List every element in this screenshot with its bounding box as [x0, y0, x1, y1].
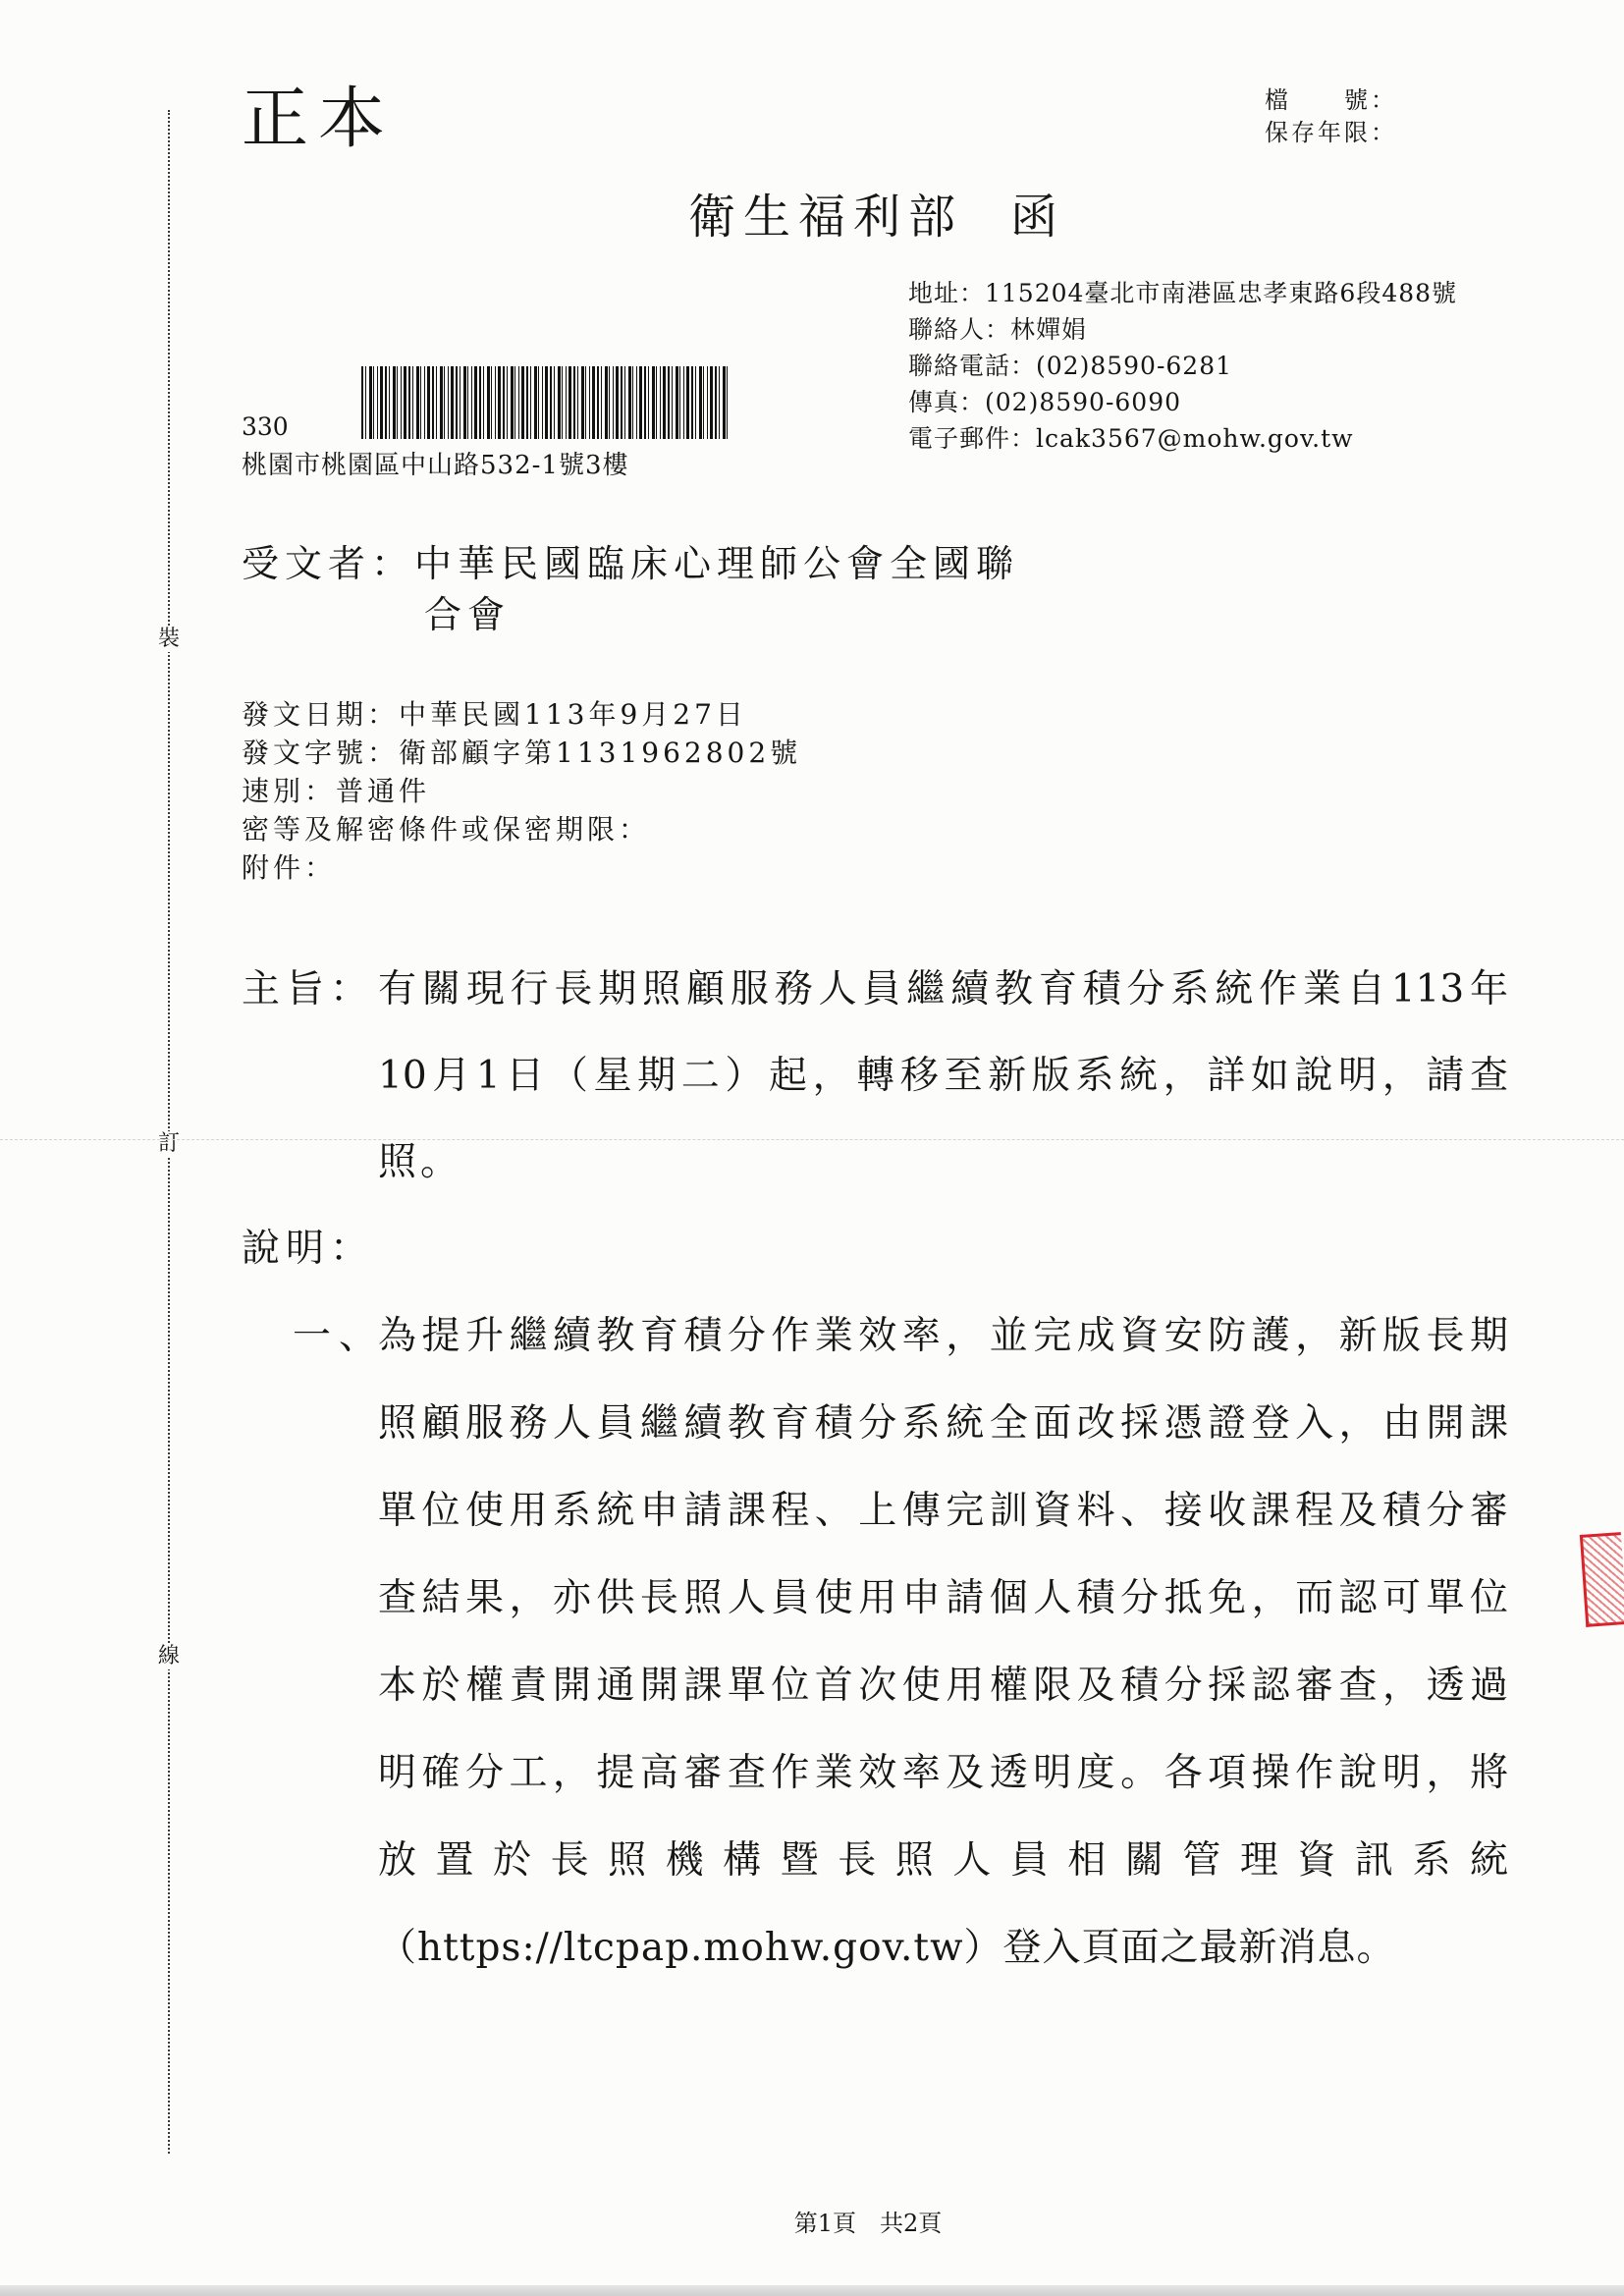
explanation-line: 查結果，亦供長照人員使用申請個人積分抵免，而認可單位: [378, 1576, 1508, 1620]
secrecy-level: 密等及解密條件或保密期限：: [242, 813, 651, 846]
page-number: 第1頁 共2頁: [793, 2210, 943, 2237]
scan-edge-strip: [0, 2285, 1624, 2296]
document-number: 發文字號：衛部顧字第1131962802號: [242, 737, 802, 769]
explanation-line: 照顧服務人員繼續教育積分系統全面改採憑證登入，由開課: [378, 1401, 1508, 1446]
explanation-label: 說明：: [242, 1227, 375, 1271]
recipient-postal-code: 330: [242, 412, 289, 441]
attachment-label: 附件：: [242, 851, 337, 884]
subject-section: [242, 947, 1508, 1212]
explanation-line: 本於權責開通開課單位首次使用權限及積分採認審查，透過: [378, 1664, 1508, 1708]
issue-date: 發文日期：中華民國113年9月27日: [242, 698, 747, 731]
explanation-item-1: [242, 1292, 1508, 1999]
sender-contact-person: 聯絡人：林嬋娟: [908, 315, 1088, 344]
recipient-name-line2: 合會: [424, 593, 512, 636]
mail-barcode: [361, 366, 728, 439]
subject-label: 主旨：: [242, 967, 375, 1011]
binding-label-xian: 線: [157, 1644, 180, 1668]
sender-email: 電子郵件：lcak3567@mohw.gov.tw: [908, 424, 1354, 453]
explanation-item-text: [378, 1292, 1508, 1992]
sender-phone: 聯絡電話：(02)8590-6281: [908, 352, 1233, 380]
original-copy-mark: 正本: [242, 81, 396, 158]
sender-contact-block: [908, 275, 1457, 457]
explanation-item-marker: 一、: [293, 1314, 386, 1358]
recipient-line: [242, 541, 1019, 586]
binding-label-ding: 訂: [157, 1131, 180, 1156]
file-number-label: 檔 號：: [1265, 86, 1397, 114]
subject-line: 有關現行長期照顧服務人員繼續教育積分系統作業自113年: [378, 967, 1508, 1011]
document-meta-block: [242, 695, 801, 887]
explanation-line: 明確分工，提高審查作業效率及透明度。各項操作說明，將: [378, 1751, 1508, 1795]
file-info-block: [1265, 84, 1397, 149]
explanation-line-url: （https://ltcpap.mohw.gov.tw）登入頁面之最新消息。: [378, 1926, 1396, 1970]
document-type-title: 函: [1010, 190, 1058, 245]
retention-period-label: 保存年限：: [1265, 119, 1397, 146]
red-seal-stamp: [1580, 1532, 1624, 1627]
issuing-agency-title: 衛生福利部: [688, 190, 964, 245]
binding-label-zhuang: 裝: [157, 627, 180, 651]
recipient-mailing-address: 桃園市桃園區中山路532-1號3樓: [242, 451, 629, 480]
recipient-label: 受文者：: [242, 542, 415, 585]
explanation-line: 放置於長照機構暨長照人員相關管理資訊系統: [378, 1838, 1508, 1883]
subject-line: 照。: [378, 1140, 463, 1184]
subject-text: [378, 947, 1508, 1206]
sender-fax: 傳真：(02)8590-6090: [908, 388, 1182, 416]
sender-address: 地址：115204臺北市南港區忠孝東路6段488號: [908, 279, 1458, 307]
explanation-line: 為提升繼續教育積分作業效率，並完成資安防護，新版長期: [378, 1314, 1508, 1358]
recipient-name-line1: 中華民國臨床心理師公會全國聯: [414, 542, 1020, 585]
delivery-speed: 速別：普通件: [242, 775, 431, 807]
subject-line: 10月1日（星期二）起，轉移至新版系統，詳如說明，請查: [378, 1054, 1508, 1098]
explanation-line: 單位使用系統申請課程、上傳完訓資料、接收課程及積分審: [378, 1489, 1508, 1533]
